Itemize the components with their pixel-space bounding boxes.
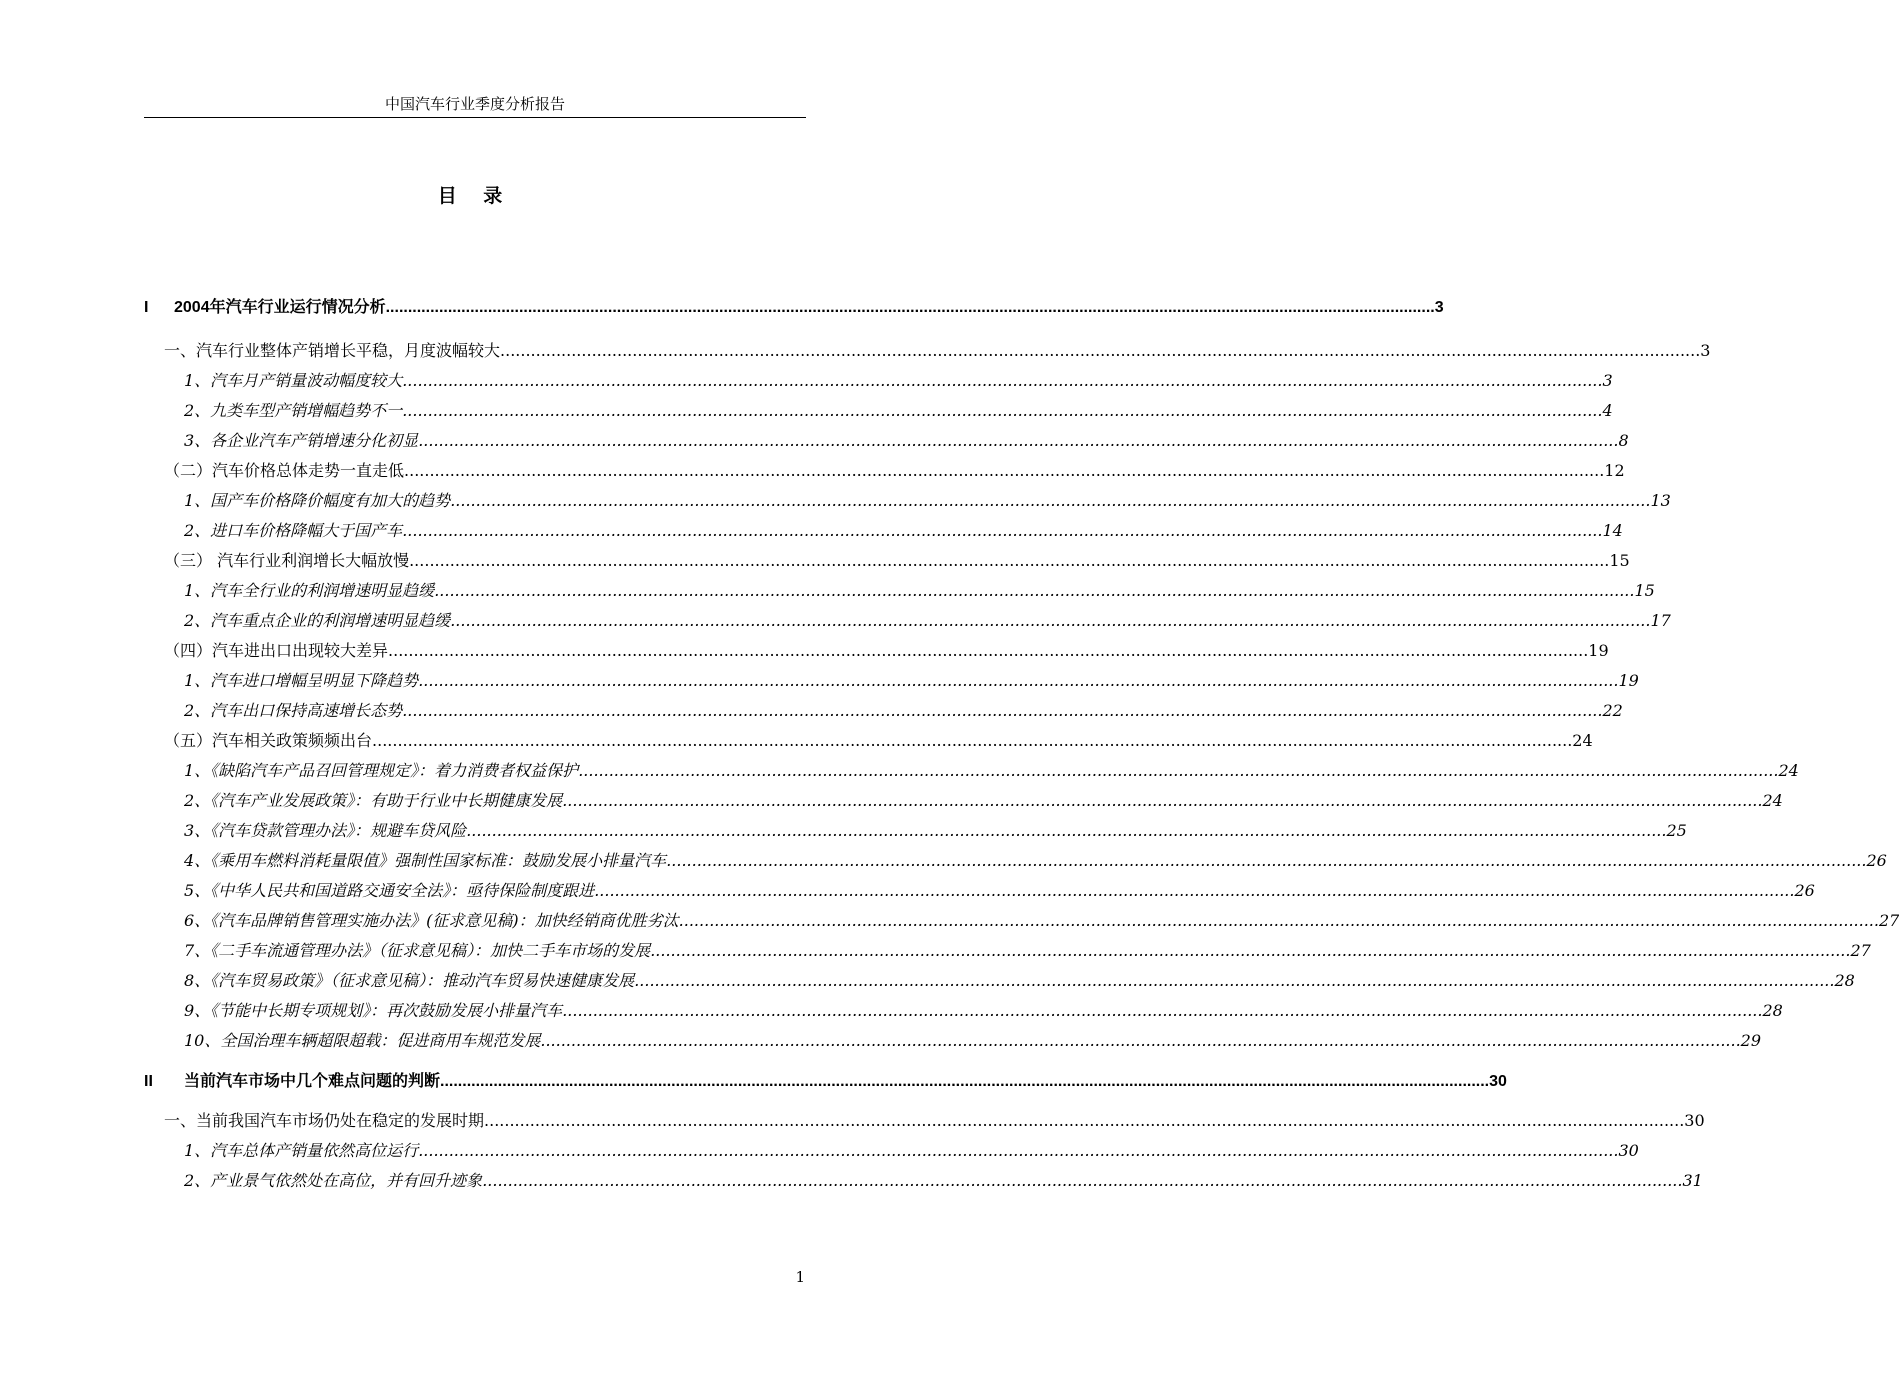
toc-entry[interactable] xyxy=(184,848,1887,871)
toc-page-number: 26 xyxy=(1866,851,1887,870)
dot-leader xyxy=(450,491,1650,507)
toc-entry-text: 5、《中华人民共和国道路交通安全法》：亟待保险制度跟进 xyxy=(184,881,595,900)
dot-leader xyxy=(562,1001,1762,1017)
toc-page-number: 13 xyxy=(1650,491,1671,510)
dot-leader xyxy=(404,461,1604,477)
dot-leader xyxy=(466,821,1666,837)
toc-entry[interactable] xyxy=(144,1068,1507,1091)
toc-title: 目 录 xyxy=(437,185,513,207)
toc-page-number: 3 xyxy=(1700,341,1711,360)
dot-leader xyxy=(500,341,1700,357)
page-number: 1 xyxy=(795,1268,805,1286)
dot-leader xyxy=(482,1171,1682,1187)
toc-entry[interactable] xyxy=(184,398,1613,421)
toc-page-number: 27 xyxy=(1850,941,1871,960)
toc-page-number: 24 xyxy=(1572,731,1593,750)
toc-entry-text: （四）汽车进出口出现较大差异 xyxy=(164,641,389,660)
toc-entry-text: 3、各企业汽车产销增速分化初显 xyxy=(184,431,419,450)
toc-entry[interactable] xyxy=(164,638,1609,661)
toc-page-number: 31 xyxy=(1682,1171,1703,1190)
toc-entry[interactable] xyxy=(164,458,1625,481)
toc-entry-text: 1、国产车价格降价幅度有加大的趋势 xyxy=(184,491,451,510)
toc-entry-text: 2004年汽车行业运行情况分析 xyxy=(174,299,386,316)
toc-entry-text: （五）汽车相关政策频频出台 xyxy=(164,731,373,750)
toc-entry[interactable] xyxy=(184,488,1671,511)
toc-entry-text: 9、《节能中长期专项规划》：再次鼓励发展小排量汽车 xyxy=(184,1001,563,1020)
toc-entry[interactable] xyxy=(164,1108,1705,1131)
toc-page-number: 26 xyxy=(1794,881,1815,900)
toc-page-number: 28 xyxy=(1762,1001,1783,1020)
toc-entry-text: 10、全国治理车辆超限超载：促进商用车规范发展 xyxy=(184,1031,541,1050)
dot-leader xyxy=(402,521,1602,537)
dot-leader xyxy=(484,1111,1684,1127)
dot-leader xyxy=(418,671,1618,687)
dot-leader xyxy=(418,1141,1618,1157)
toc-page-number: 27 xyxy=(1878,911,1899,930)
dot-leader xyxy=(666,851,1866,867)
toc-entry-text: 2、九类车型产销增幅趋势不一 xyxy=(184,401,403,420)
toc-entry-text: 2、产业景气依然处在高位，并有回升迹象 xyxy=(184,1171,483,1190)
dot-leader xyxy=(540,1031,1740,1047)
toc-entry-text: 8、《汽车贸易政策》（征求意见稿）：推动汽车贸易快速健康发展 xyxy=(184,971,635,990)
toc-entry[interactable] xyxy=(184,608,1671,631)
toc-page-number: 15 xyxy=(1634,581,1655,600)
toc-page-number: 4 xyxy=(1602,401,1613,420)
toc-entry[interactable] xyxy=(184,758,1799,781)
dot-leader xyxy=(634,971,1834,987)
dot-leader xyxy=(386,299,1435,315)
dot-leader xyxy=(679,911,1879,927)
toc-entry[interactable] xyxy=(184,968,1855,991)
toc-page-number: 30 xyxy=(1618,1141,1639,1160)
toc-entry-text: 当前汽车市场中几个难点问题的判断 xyxy=(184,1073,441,1090)
toc-entry-text: 6、《汽车品牌销售管理实施办法》(征求意见稿)：加快经销商优胜劣汰 xyxy=(184,911,679,930)
header-rule xyxy=(144,117,806,118)
dot-leader xyxy=(562,791,1762,807)
dot-leader xyxy=(409,551,1609,567)
dot-leader xyxy=(650,941,1850,957)
toc-entry-text: 1、汽车月产销量波动幅度较大 xyxy=(184,371,403,390)
toc-entry-text: 1、汽车进口增幅呈明显下降趋势 xyxy=(184,671,419,690)
toc-page-number: 29 xyxy=(1740,1031,1762,1050)
toc-entry-text: 2、进口车价格降幅大于国产车 xyxy=(184,521,403,540)
toc-entry[interactable] xyxy=(184,938,1871,961)
toc-entry[interactable] xyxy=(164,338,1711,361)
toc-entry-text: 一、当前我国汽车市场仍处在稳定的发展时期 xyxy=(164,1111,485,1130)
toc-page-number: 3 xyxy=(1434,299,1444,316)
toc-page-number: 24 xyxy=(1762,791,1783,810)
toc-entry-text: 一、汽车行业整体产销增长平稳，月度波幅较大 xyxy=(164,341,501,360)
toc-entry[interactable] xyxy=(184,818,1687,841)
toc-page-number: 15 xyxy=(1609,551,1630,570)
dot-leader xyxy=(434,581,1634,597)
toc-entry[interactable] xyxy=(164,548,1630,571)
toc-page-number: 3 xyxy=(1602,371,1613,390)
toc-entry-text: 2、《汽车产业发展政策》：有助于行业中长期健康发展 xyxy=(184,791,563,810)
toc-page-number: 19 xyxy=(1618,671,1639,690)
toc-page-number: 25 xyxy=(1666,821,1687,840)
toc-entry[interactable] xyxy=(184,908,1899,931)
toc-entry[interactable] xyxy=(184,998,1783,1021)
dot-leader xyxy=(594,881,1794,897)
toc-part-number: II xyxy=(144,1073,153,1090)
toc-page-number: 30 xyxy=(1489,1073,1507,1090)
page-header: 中国汽车行业季度分析报告 xyxy=(384,95,565,113)
toc-page-number: 28 xyxy=(1834,971,1855,990)
toc-page-number: 30 xyxy=(1684,1111,1705,1130)
toc-entry[interactable] xyxy=(184,698,1623,721)
toc-entry[interactable] xyxy=(184,518,1623,541)
toc-entry[interactable] xyxy=(184,1168,1703,1191)
toc-entry-text: 2、汽车重点企业的利润增速明显趋缓 xyxy=(184,611,451,630)
dot-leader xyxy=(402,371,1602,387)
toc-entry-text: 2、汽车出口保持高速增长态势 xyxy=(184,701,403,720)
toc-entry[interactable] xyxy=(184,368,1613,391)
toc-page-number: 19 xyxy=(1588,641,1609,660)
dot-leader xyxy=(372,731,1572,747)
toc-entry-text: 1、《缺陷汽车产品召回管理规定》：着力消费者权益保护 xyxy=(184,761,579,780)
dot-leader xyxy=(578,761,1778,777)
toc-entry[interactable] xyxy=(184,1138,1639,1161)
toc-page-number: 14 xyxy=(1602,521,1623,540)
toc-part-number: I xyxy=(144,299,149,316)
toc-page-number: 24 xyxy=(1778,761,1799,780)
toc-entry-text: 1、汽车总体产销量依然高位运行 xyxy=(184,1141,419,1160)
toc-entry[interactable] xyxy=(184,668,1639,691)
toc-entry[interactable] xyxy=(164,728,1593,751)
toc-entry[interactable] xyxy=(184,578,1655,601)
toc-entry-text: （二）汽车价格总体走势一直走低 xyxy=(164,461,405,480)
dot-leader xyxy=(388,641,1588,657)
toc-entry[interactable] xyxy=(184,428,1629,451)
toc-entry-text: 1、汽车全行业的利润增速明显趋缓 xyxy=(184,581,435,600)
toc-entry[interactable] xyxy=(144,294,1444,317)
toc-entry-text: 4、《乘用车燃料消耗量限值》强制性国家标准：鼓励发展小排量汽车 xyxy=(184,851,667,870)
dot-leader xyxy=(402,701,1602,717)
dot-leader xyxy=(418,431,1618,447)
toc-entry-text: （三） 汽车行业利润增长大幅放慢 xyxy=(164,551,410,570)
dot-leader xyxy=(450,611,1650,627)
toc-page-number: 8 xyxy=(1618,431,1629,450)
toc-entry[interactable] xyxy=(184,1028,1762,1051)
dot-leader xyxy=(402,401,1602,417)
toc-entry[interactable] xyxy=(184,788,1783,811)
toc-entry[interactable] xyxy=(184,878,1815,901)
toc-page-number: 12 xyxy=(1604,461,1625,480)
toc-entry-text: 3、《汽车贷款管理办法》：规避车贷风险 xyxy=(184,821,467,840)
toc-page-number: 17 xyxy=(1650,611,1671,630)
toc-entry-text: 7、《二手车流通管理办法》（征求意见稿）：加快二手车市场的发展 xyxy=(184,941,651,960)
toc-page-number: 22 xyxy=(1602,701,1623,720)
dot-leader xyxy=(440,1073,1489,1089)
